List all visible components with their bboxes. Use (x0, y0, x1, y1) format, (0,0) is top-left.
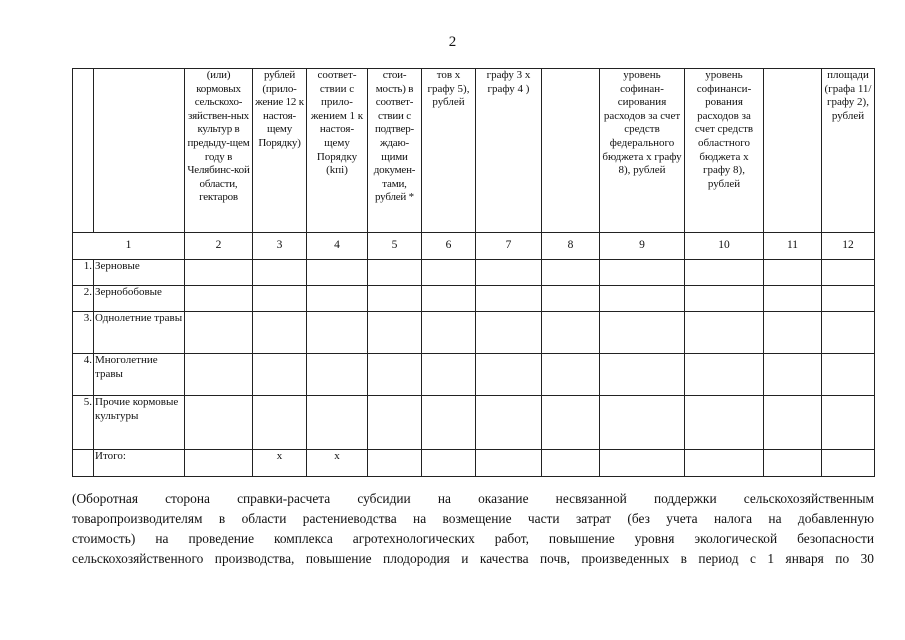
column-number: 5 (368, 233, 422, 260)
header-cell-row-number (73, 69, 94, 233)
footer-line: стоимость) на проведение комплекса агротехнологических работ, повышение уровня экологической безопасности (72, 531, 874, 546)
column-number: 6 (422, 233, 476, 260)
row-culture-name: Прочие кормовые культуры (94, 396, 185, 450)
total-label: Итого: (94, 450, 185, 477)
column-number: 3 (253, 233, 307, 260)
header-cell-col6: тов х графу 5), рублей (422, 69, 476, 233)
total-row (73, 450, 875, 477)
table-row (73, 286, 875, 312)
header-row (73, 69, 875, 233)
header-cell-rate: рублей (прило-жение 12 к настоя-щему Порядку) (253, 69, 307, 233)
page-number: 2 (448, 34, 457, 50)
column-number-row (73, 233, 875, 260)
footer-paragraph (72, 489, 874, 569)
header-cell-col7: графу 3 х графу 4 ) (476, 69, 542, 233)
row-number: 1. (73, 260, 94, 286)
column-number: 8 (542, 233, 600, 260)
column-number: 11 (764, 233, 822, 260)
column-number: 9 (600, 233, 685, 260)
header-cell-col11 (764, 69, 822, 233)
footer-line: (Оборотная сторона справки-расчета субсидии на оказание несвязанной поддержки сельскохозяйственным (72, 491, 874, 506)
column-number: 10 (685, 233, 764, 260)
table-row (73, 312, 875, 354)
row-culture-name: Зерновые (94, 260, 185, 286)
footer-line: сельскохозяйственного производства, повышение плодородия и качества почв, произведенных в период с 1 января по 30 (72, 551, 874, 566)
column-number: 1 (73, 233, 185, 260)
header-cell-cost: стои-мость) в соответ-ствии с подтвер-ждаю-щими докумен-тами, рублей * (368, 69, 422, 233)
header-cell-per-area: площади (графа 11/ графу 2), рублей (822, 69, 875, 233)
row-number: 5. (73, 396, 94, 450)
row-culture-name: Однолетние травы (94, 312, 185, 354)
header-cell-coefficient: соответ-ствии с прило-жением 1 к настоя-щему Порядку (kпi) (307, 69, 368, 233)
total-mark: х (307, 450, 368, 477)
row-culture-name: Многолетние травы (94, 354, 185, 396)
header-cell-federal-cofinancing: уровень софинан-сирования расходов за счет средств федерального бюджета х графу 8), рублей (600, 69, 685, 233)
row-culture-name: Зернобобовые (94, 286, 185, 312)
row-number: 4. (73, 354, 94, 396)
row-number: 2. (73, 286, 94, 312)
header-cell-culture (94, 69, 185, 233)
column-number: 2 (185, 233, 253, 260)
total-mark: х (253, 450, 307, 477)
row-number: 3. (73, 312, 94, 354)
table-row (73, 396, 875, 450)
column-number: 4 (307, 233, 368, 260)
column-number: 12 (822, 233, 875, 260)
table-row (73, 260, 875, 286)
column-number: 7 (476, 233, 542, 260)
table-row (73, 354, 875, 396)
header-cell-area: (или) кормовых сельскохо-зяйствен-ных культур в предыду-щем году в Челябинс-кой области, гектаров (185, 69, 253, 233)
header-cell-regional-cofinancing: уровень софинанси-рования расходов за счет средств областного бюджета х графу 8), рублей (685, 69, 764, 233)
header-cell-col8 (542, 69, 600, 233)
calculation-table (72, 68, 875, 477)
footer-line: товаропроизводителям в области растениеводства на возмещение части затрат (без учета налога на добавленную (72, 511, 874, 526)
